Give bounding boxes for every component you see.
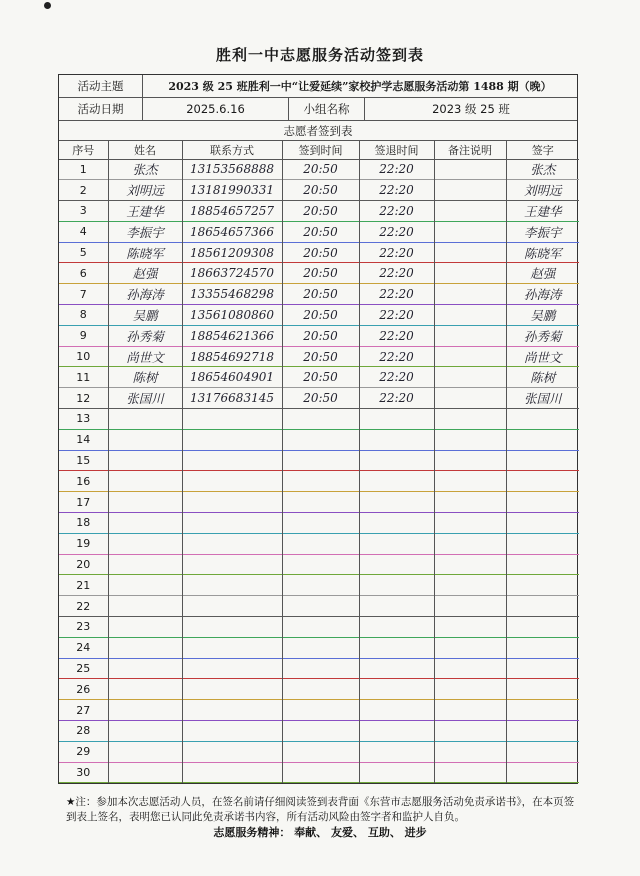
row-number: 6 bbox=[59, 263, 108, 284]
volunteer-name: 陈树 bbox=[108, 367, 182, 388]
sign-out-time bbox=[359, 471, 434, 492]
date-label: 活动日期 bbox=[59, 98, 143, 120]
row-number: 28 bbox=[59, 721, 108, 742]
sign-out-time bbox=[359, 429, 434, 450]
sign-in-time bbox=[282, 658, 359, 679]
sign-in-time bbox=[282, 637, 359, 658]
theme-value: 2023 级 25 班胜利一中“让爱延续”家校护学志愿服务活动第 1488 期（晚） bbox=[168, 80, 552, 93]
phone-number: 13561080860 bbox=[182, 305, 282, 326]
table-row bbox=[59, 596, 579, 617]
sign-in-time bbox=[282, 492, 359, 513]
table-row bbox=[59, 346, 579, 367]
table-header-row bbox=[59, 141, 579, 159]
row-number: 24 bbox=[59, 637, 108, 658]
sign-out-time: 22:20 bbox=[359, 284, 434, 305]
table-title: 志愿者签到表 bbox=[59, 121, 577, 141]
row-number: 2 bbox=[59, 180, 108, 201]
remark bbox=[434, 305, 506, 326]
signature bbox=[506, 513, 579, 534]
remark bbox=[434, 284, 506, 305]
volunteer-name bbox=[108, 492, 182, 513]
sign-in-time bbox=[282, 429, 359, 450]
remark bbox=[434, 554, 506, 575]
row-number: 21 bbox=[59, 575, 108, 596]
row-number: 20 bbox=[59, 554, 108, 575]
sign-out-time bbox=[359, 554, 434, 575]
sign-in-time: 20:50 bbox=[282, 305, 359, 326]
sign-out-time bbox=[359, 575, 434, 596]
phone-number bbox=[182, 700, 282, 721]
date-row bbox=[59, 98, 577, 121]
remark bbox=[434, 367, 506, 388]
phone-number bbox=[182, 429, 282, 450]
sign-in-time: 20:50 bbox=[282, 180, 359, 201]
sign-in-time bbox=[282, 450, 359, 471]
sign-out-time bbox=[359, 596, 434, 617]
remark bbox=[434, 159, 506, 180]
sign-out-time: 22:20 bbox=[359, 180, 434, 201]
row-number: 15 bbox=[59, 450, 108, 471]
remark bbox=[434, 741, 506, 762]
volunteer-name: 吴鹏 bbox=[108, 305, 182, 326]
remark bbox=[434, 617, 506, 638]
signature bbox=[506, 679, 579, 700]
col-header: 签到时间 bbox=[282, 141, 359, 159]
group-label: 小组名称 bbox=[289, 98, 365, 120]
sign-out-time bbox=[359, 741, 434, 762]
phone-number: 18654657366 bbox=[182, 221, 282, 242]
sign-in-time bbox=[282, 721, 359, 742]
signature bbox=[506, 492, 579, 513]
sign-in-time bbox=[282, 409, 359, 430]
volunteer-name: 王建华 bbox=[108, 201, 182, 222]
sign-out-time: 22:20 bbox=[359, 388, 434, 409]
sign-out-time: 22:20 bbox=[359, 263, 434, 284]
remark bbox=[434, 721, 506, 742]
sign-out-time bbox=[359, 637, 434, 658]
col-header: 序号 bbox=[59, 141, 108, 159]
row-number: 4 bbox=[59, 221, 108, 242]
sign-out-time bbox=[359, 513, 434, 534]
sign-in-time bbox=[282, 679, 359, 700]
row-number: 30 bbox=[59, 762, 108, 783]
volunteer-name bbox=[108, 450, 182, 471]
table-row bbox=[59, 409, 579, 430]
table-row bbox=[59, 617, 579, 638]
row-number: 17 bbox=[59, 492, 108, 513]
signature: 赵强 bbox=[530, 266, 556, 282]
signature bbox=[506, 617, 579, 638]
row-number: 29 bbox=[59, 741, 108, 762]
volunteer-name: 孙秀菊 bbox=[108, 325, 182, 346]
sign-in-time bbox=[282, 741, 359, 762]
signature bbox=[506, 471, 579, 492]
sign-out-time: 22:20 bbox=[359, 242, 434, 263]
sign-out-time bbox=[359, 679, 434, 700]
sign-out-time: 22:20 bbox=[359, 305, 434, 326]
sign-in-time bbox=[282, 617, 359, 638]
table-row bbox=[59, 388, 579, 409]
signature: 孙海涛 bbox=[523, 287, 562, 303]
sign-out-time bbox=[359, 492, 434, 513]
volunteer-name bbox=[108, 679, 182, 700]
remark bbox=[434, 221, 506, 242]
phone-number bbox=[182, 721, 282, 742]
table-row bbox=[59, 721, 579, 742]
volunteer-name: 尚世文 bbox=[108, 346, 182, 367]
remark bbox=[434, 450, 506, 471]
volunteer-name bbox=[108, 429, 182, 450]
col-header: 联系方式 bbox=[182, 141, 282, 159]
sign-out-time bbox=[359, 700, 434, 721]
signature bbox=[506, 741, 579, 762]
signature: 陈树 bbox=[530, 370, 556, 386]
footer-note: ★注：参加本次志愿活动人员，在签名前请仔细阅读签到表背面《东营市志愿服务活动免责承诺书》，在本页签到表上签名，表明您已认同此免责承诺书内容，所有活动风险由签字者和监护人自负。 bbox=[66, 796, 575, 823]
phone-number bbox=[182, 450, 282, 471]
volunteer-name bbox=[108, 596, 182, 617]
remark bbox=[434, 325, 506, 346]
remark bbox=[434, 658, 506, 679]
date-value: 2025.6.16 bbox=[143, 98, 289, 120]
row-number: 13 bbox=[59, 409, 108, 430]
sign-in-time: 20:50 bbox=[282, 367, 359, 388]
table-body bbox=[59, 159, 579, 783]
remark bbox=[434, 575, 506, 596]
sign-out-time: 22:20 bbox=[359, 325, 434, 346]
signature: 吴鹏 bbox=[530, 307, 556, 323]
table-row bbox=[59, 533, 579, 554]
remark bbox=[434, 388, 506, 409]
phone-number bbox=[182, 554, 282, 575]
table-row bbox=[59, 242, 579, 263]
phone-number bbox=[182, 679, 282, 700]
table-row bbox=[59, 658, 579, 679]
signature bbox=[506, 637, 579, 658]
sign-out-time bbox=[359, 721, 434, 742]
table-row bbox=[59, 201, 579, 222]
remark bbox=[434, 762, 506, 783]
volunteer-name bbox=[108, 637, 182, 658]
col-header: 签退时间 bbox=[359, 141, 434, 159]
sign-in-time bbox=[282, 596, 359, 617]
phone-number: 18663724570 bbox=[182, 263, 282, 284]
row-number: 19 bbox=[59, 533, 108, 554]
phone-number: 13176683145 bbox=[182, 388, 282, 409]
row-number: 14 bbox=[59, 429, 108, 450]
volunteer-name bbox=[108, 721, 182, 742]
row-number: 23 bbox=[59, 617, 108, 638]
phone-number bbox=[182, 741, 282, 762]
table-row bbox=[59, 221, 579, 242]
remark bbox=[434, 679, 506, 700]
sign-out-time bbox=[359, 409, 434, 430]
row-number: 11 bbox=[59, 367, 108, 388]
volunteer-name: 李振宇 bbox=[108, 221, 182, 242]
phone-number bbox=[182, 762, 282, 783]
remark bbox=[434, 596, 506, 617]
volunteer-name bbox=[108, 741, 182, 762]
row-number: 16 bbox=[59, 471, 108, 492]
phone-number bbox=[182, 575, 282, 596]
table-row bbox=[59, 450, 579, 471]
row-number: 12 bbox=[59, 388, 108, 409]
table-row bbox=[59, 263, 579, 284]
remark bbox=[434, 492, 506, 513]
signature: 陈晓军 bbox=[523, 245, 562, 261]
remark bbox=[434, 346, 506, 367]
sign-in-time bbox=[282, 700, 359, 721]
phone-number bbox=[182, 596, 282, 617]
sign-in-time bbox=[282, 533, 359, 554]
sign-out-time bbox=[359, 762, 434, 783]
row-number: 10 bbox=[59, 346, 108, 367]
volunteer-name bbox=[108, 513, 182, 534]
volunteer-name bbox=[108, 658, 182, 679]
col-header: 姓名 bbox=[108, 141, 182, 159]
group-value: 2023 级 25 班 bbox=[432, 102, 510, 116]
signature bbox=[506, 450, 579, 471]
row-number: 25 bbox=[59, 658, 108, 679]
row-number: 8 bbox=[59, 305, 108, 326]
sign-out-time: 22:20 bbox=[359, 221, 434, 242]
page-title: 胜利一中志愿服务活动签到表 bbox=[215, 46, 424, 64]
table-row bbox=[59, 305, 579, 326]
volunteer-name bbox=[108, 471, 182, 492]
volunteer-name bbox=[108, 762, 182, 783]
table-row bbox=[59, 284, 579, 305]
sign-in-time: 20:50 bbox=[282, 388, 359, 409]
sign-in-time: 20:50 bbox=[282, 263, 359, 284]
volunteer-name: 陈晓军 bbox=[108, 242, 182, 263]
volunteer-spirit: 志愿服务精神： 奉献、 友爱、 互助、 进步 bbox=[213, 826, 427, 839]
row-number: 3 bbox=[59, 201, 108, 222]
phone-number bbox=[182, 533, 282, 554]
sign-out-time bbox=[359, 450, 434, 471]
remark bbox=[434, 471, 506, 492]
remark bbox=[434, 533, 506, 554]
phone-number bbox=[182, 471, 282, 492]
remark bbox=[434, 201, 506, 222]
phone-number: 13355468298 bbox=[182, 284, 282, 305]
table-row bbox=[59, 575, 579, 596]
row-number: 7 bbox=[59, 284, 108, 305]
phone-number: 18854621366 bbox=[182, 325, 282, 346]
theme-label: 活动主题 bbox=[59, 75, 143, 97]
table-row bbox=[59, 159, 579, 180]
signature bbox=[506, 596, 579, 617]
signature: 尚世文 bbox=[523, 349, 562, 365]
volunteer-name: 张国川 bbox=[108, 388, 182, 409]
phone-number bbox=[182, 637, 282, 658]
signature: 孙秀菊 bbox=[523, 328, 562, 344]
volunteer-name bbox=[108, 700, 182, 721]
sign-in-time bbox=[282, 471, 359, 492]
remark bbox=[434, 637, 506, 658]
table-row bbox=[59, 700, 579, 721]
signature: 张国川 bbox=[523, 391, 562, 407]
sign-in-time: 20:50 bbox=[282, 221, 359, 242]
volunteer-name: 刘明远 bbox=[108, 180, 182, 201]
sign-in-time: 20:50 bbox=[282, 242, 359, 263]
sign-in-time bbox=[282, 762, 359, 783]
volunteer-name bbox=[108, 554, 182, 575]
sign-out-time: 22:20 bbox=[359, 159, 434, 180]
signature bbox=[506, 533, 579, 554]
volunteer-name: 赵强 bbox=[108, 263, 182, 284]
sign-out-time: 22:20 bbox=[359, 367, 434, 388]
volunteer-name: 张杰 bbox=[108, 159, 182, 180]
signature: 李振宇 bbox=[523, 224, 562, 240]
table-row bbox=[59, 554, 579, 575]
theme-row bbox=[59, 75, 577, 98]
phone-number: 18561209308 bbox=[182, 242, 282, 263]
phone-number bbox=[182, 492, 282, 513]
volunteer-name bbox=[108, 575, 182, 596]
phone-number bbox=[182, 513, 282, 534]
col-header: 备注说明 bbox=[434, 141, 506, 159]
remark bbox=[434, 180, 506, 201]
sign-out-time: 22:20 bbox=[359, 346, 434, 367]
phone-number bbox=[182, 658, 282, 679]
table-row bbox=[59, 679, 579, 700]
volunteer-table bbox=[59, 141, 579, 783]
phone-number: 13153568888 bbox=[182, 159, 282, 180]
remark bbox=[434, 409, 506, 430]
remark bbox=[434, 263, 506, 284]
signature bbox=[506, 554, 579, 575]
sign-out-time bbox=[359, 617, 434, 638]
phone-number bbox=[182, 617, 282, 638]
table-row bbox=[59, 492, 579, 513]
remark bbox=[434, 513, 506, 534]
table-row bbox=[59, 637, 579, 658]
volunteer-name bbox=[108, 409, 182, 430]
signature bbox=[506, 409, 579, 430]
signature: 王建华 bbox=[523, 203, 562, 219]
phone-number: 18854657257 bbox=[182, 201, 282, 222]
table-row bbox=[59, 429, 579, 450]
table-row bbox=[59, 762, 579, 783]
table-row bbox=[59, 471, 579, 492]
remark bbox=[434, 700, 506, 721]
table-row bbox=[59, 513, 579, 534]
phone-number: 13181990331 bbox=[182, 180, 282, 201]
sign-in-time bbox=[282, 575, 359, 596]
signature bbox=[506, 700, 579, 721]
sign-in-time: 20:50 bbox=[282, 201, 359, 222]
phone-number: 18854692718 bbox=[182, 346, 282, 367]
row-number: 1 bbox=[59, 159, 108, 180]
signature: 张杰 bbox=[530, 162, 556, 178]
volunteer-name bbox=[108, 617, 182, 638]
table-row bbox=[59, 325, 579, 346]
signature bbox=[506, 762, 579, 783]
sign-in-time: 20:50 bbox=[282, 325, 359, 346]
signature bbox=[506, 429, 579, 450]
sign-in-time: 20:50 bbox=[282, 159, 359, 180]
remark bbox=[434, 242, 506, 263]
table-row bbox=[59, 180, 579, 201]
volunteer-name bbox=[108, 533, 182, 554]
sign-out-time bbox=[359, 658, 434, 679]
row-number: 27 bbox=[59, 700, 108, 721]
remark bbox=[434, 429, 506, 450]
col-header: 签字 bbox=[531, 143, 554, 157]
row-number: 9 bbox=[59, 325, 108, 346]
table-row bbox=[59, 741, 579, 762]
sign-in-time bbox=[282, 513, 359, 534]
volunteer-name: 孙海涛 bbox=[108, 284, 182, 305]
sign-out-time bbox=[359, 533, 434, 554]
sign-in-time: 20:50 bbox=[282, 346, 359, 367]
table-row bbox=[59, 367, 579, 388]
row-number: 18 bbox=[59, 513, 108, 534]
sign-in-sheet bbox=[58, 74, 578, 784]
sign-out-time: 22:20 bbox=[359, 201, 434, 222]
scan-mark bbox=[44, 2, 51, 9]
sign-in-time: 20:50 bbox=[282, 284, 359, 305]
sign-in-time bbox=[282, 554, 359, 575]
phone-number: 18654604901 bbox=[182, 367, 282, 388]
signature bbox=[506, 721, 579, 742]
signature bbox=[506, 575, 579, 596]
phone-number bbox=[182, 409, 282, 430]
row-number: 5 bbox=[59, 242, 108, 263]
row-number: 26 bbox=[59, 679, 108, 700]
signature bbox=[506, 658, 579, 679]
signature: 刘明远 bbox=[523, 183, 562, 199]
row-number: 22 bbox=[59, 596, 108, 617]
